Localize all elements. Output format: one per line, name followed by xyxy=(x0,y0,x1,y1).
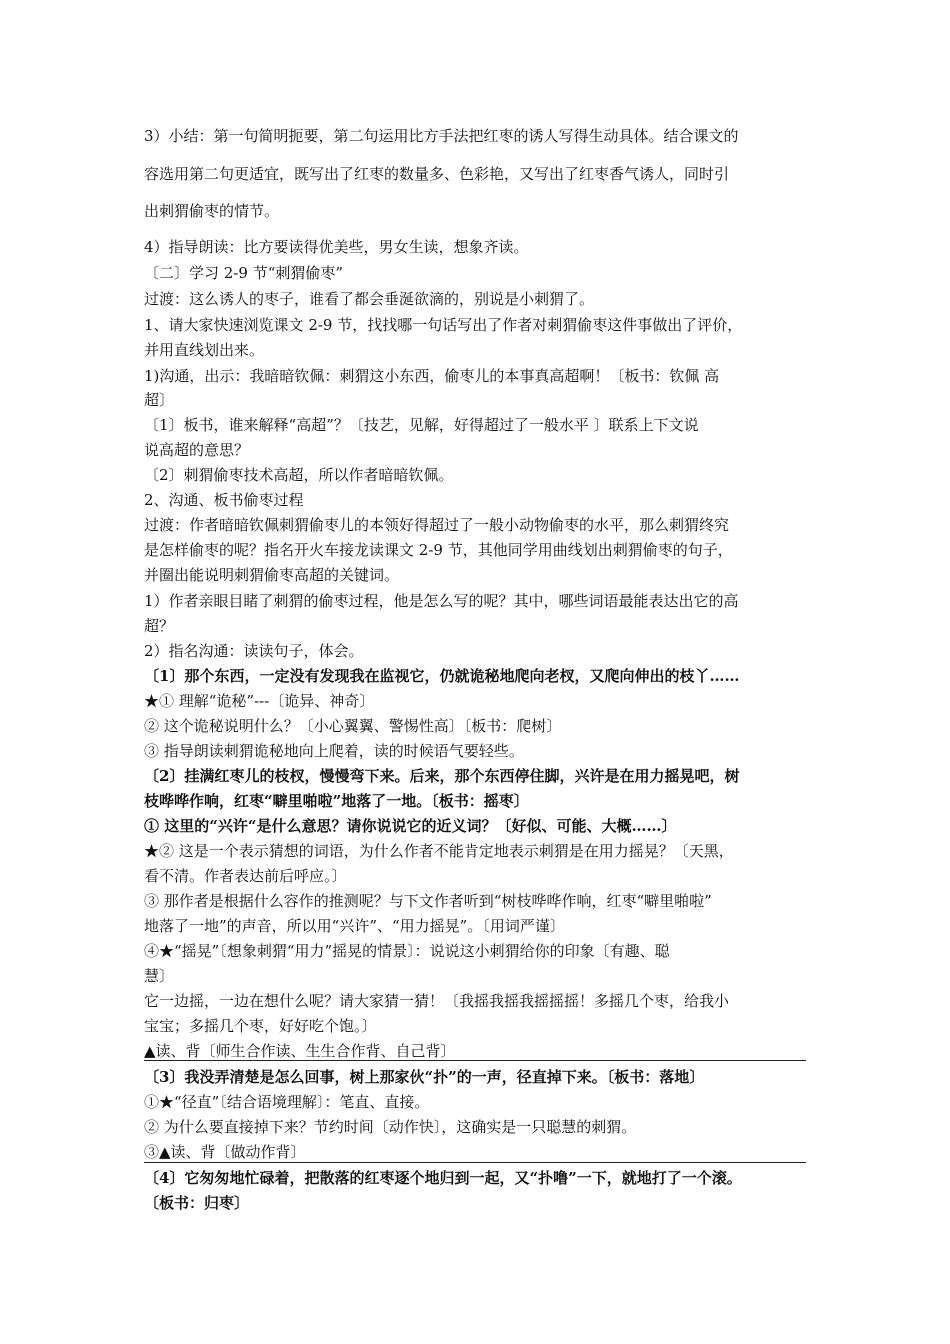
quote-line: 枝哗哗作响，红枣“噼里啪啦”地落了一地。〔板书：摇枣〕 xyxy=(144,792,529,810)
text-line: 慧〕 xyxy=(144,967,175,985)
text-line: 4）指导朗读：比方要读得优美些，男女生读，想象齐读。 xyxy=(144,238,529,256)
text-line: ④★“摇晃”〔想象刺猬“用力”摇晃的情景〕：说说这小刺猬给你的印象〔有趣、聪 xyxy=(144,942,670,960)
text-line: ★② 这是一个表示猜想的词语，为什么作者不能肯定地表示刺猬是在用力摇晃？〔天黑， xyxy=(144,842,734,860)
text-line: 2）指名沟通：读读句子，体会。 xyxy=(144,642,364,660)
text-line: 1）作者亲眼目睹了刺猬的偷枣过程，他是怎么写的呢？其中，哪些词语最能表达出它的高 xyxy=(144,592,739,610)
text-line: 超？ xyxy=(144,617,175,635)
horizontal-rule xyxy=(144,1162,806,1163)
text-line: ③ 指导朗读刺猬诡秘地向上爬着，读的时候语气要轻些。 xyxy=(144,742,524,760)
quote-line: 〔3〕我没弄清楚是怎么回事，树上那家伙“扑”的一声，径直掉下来。〔板书：落地〕 xyxy=(144,1068,705,1086)
text-line: ▲读、背〔师生合作读、生生合作背、自己背〕 xyxy=(144,1042,456,1060)
text-line: 3）小结：第一句简明扼要，第二句运用比方手法把红枣的诱人写得生动具体。结合课文的 xyxy=(144,127,739,145)
section-heading: 〔二〕学习 2-9 节“刺猬偷枣” xyxy=(144,264,344,282)
text-line: 看不清。作者表达前后呼应。〕 xyxy=(144,867,347,885)
quote-line: 〔4〕它匆匆地忙碌着，把散落的红枣逐个地归到一起，又“扑噜”一下，就地打了一个滚。 xyxy=(144,1169,742,1187)
text-line: 容选用第二句更适宜，既写出了红枣的数量多、色彩艳，又写出了红枣香气诱人，同时引 xyxy=(144,165,730,183)
horizontal-rule xyxy=(144,1060,806,1061)
text-line: 1、请大家快速浏览课文 2-9 节，找找哪一句话写出了作者对刺猬偷枣这件事做出了评价， xyxy=(144,316,743,334)
text-line: 地落了一地”的声音，所以用“兴许”、“用力摇晃”。〔用词严谨〕 xyxy=(144,917,565,935)
text-line: ★① 理解“诡秘”---〔诡异、神奇〕 xyxy=(144,692,375,710)
text-line: 说高超的意思？ xyxy=(144,441,250,459)
text-line: 并用直线划出来。 xyxy=(144,341,265,359)
text-line: 2、沟通、板书偷枣过程 xyxy=(144,491,304,509)
text-line: 〔2〕刺猬偷枣技术高超，所以作者暗暗钦佩。 xyxy=(144,466,454,484)
quote-line: 〔2〕挂满红枣儿的枝杈，慢慢弯下来。后来，那个东西停住脚，兴许是在用力摇晃吧，树 xyxy=(144,767,740,785)
text-line: 宝宝；多摇几个枣，好好吃个饱。〕 xyxy=(144,1017,377,1035)
text-line: 是怎样偷枣的呢？指名开火车接龙读课文 2-9 节，其他同学用曲线划出刺猬偷枣的句子， xyxy=(144,541,733,559)
text-line: 1)沟通，出示：我暗暗钦佩：刺猬这小东西，偷枣儿的本事真高超啊！〔板书：钦佩 高 xyxy=(144,367,720,385)
text-line: 它一边摇，一边在想什么呢？请大家猜一猜！〔我摇我摇我摇摇摇！多摇几个枣，给我小 xyxy=(144,992,730,1010)
text-line: 过渡：作者暗暗钦佩刺猬偷枣儿的本领好得超过了一般小动物偷枣的水平，那么刺猬终究 xyxy=(144,516,730,534)
text-line: 超〕 xyxy=(144,391,175,409)
text-line: ③ 那作者是根据什么容作的推测呢？与下文作者听到“树枝哗哗作响，红枣“噼里啪啦” xyxy=(144,892,712,910)
text-line: 〔1〕板书，谁来解释“高超”？〔技艺，见解，好得超过了一般水平 〕联系上下文说 xyxy=(144,416,699,434)
quote-line: ① 这里的“兴许“是什么意思？请你说说它的近义词？〔好似、可能、大概……〕 xyxy=(144,817,677,835)
text-line: 并圈出能说明刺猬偷枣高超的关键词。 xyxy=(144,566,400,584)
text-line: ② 这个诡秘说明什么？〔小心翼翼、警惕性高〕〔板书：爬树〕 xyxy=(144,717,562,735)
quote-line: 〔板书：归枣〕 xyxy=(144,1194,250,1212)
quote-line: 〔1〕那个东西，一定没有发现我在监视它，仍就诡秘地爬向老杈，又爬向伸出的枝丫…… xyxy=(144,667,740,685)
text-line: 出刺猬偷枣的情节。 xyxy=(144,202,280,220)
text-line: ② 为什么要直接掉下来？节约时间〔动作快〕，这确实是一只聪慧的刺猬。 xyxy=(144,1118,637,1136)
text-line: ③▲读、背〔做动作背〕 xyxy=(144,1143,306,1161)
text-line: 过渡：这么诱人的枣子，谁看了都会垂涎欲滴的，别说是小刺猬了。 xyxy=(144,290,595,308)
text-line: ①★“径直”〔结合语境理解〕：笔直、直接。 xyxy=(144,1093,430,1111)
